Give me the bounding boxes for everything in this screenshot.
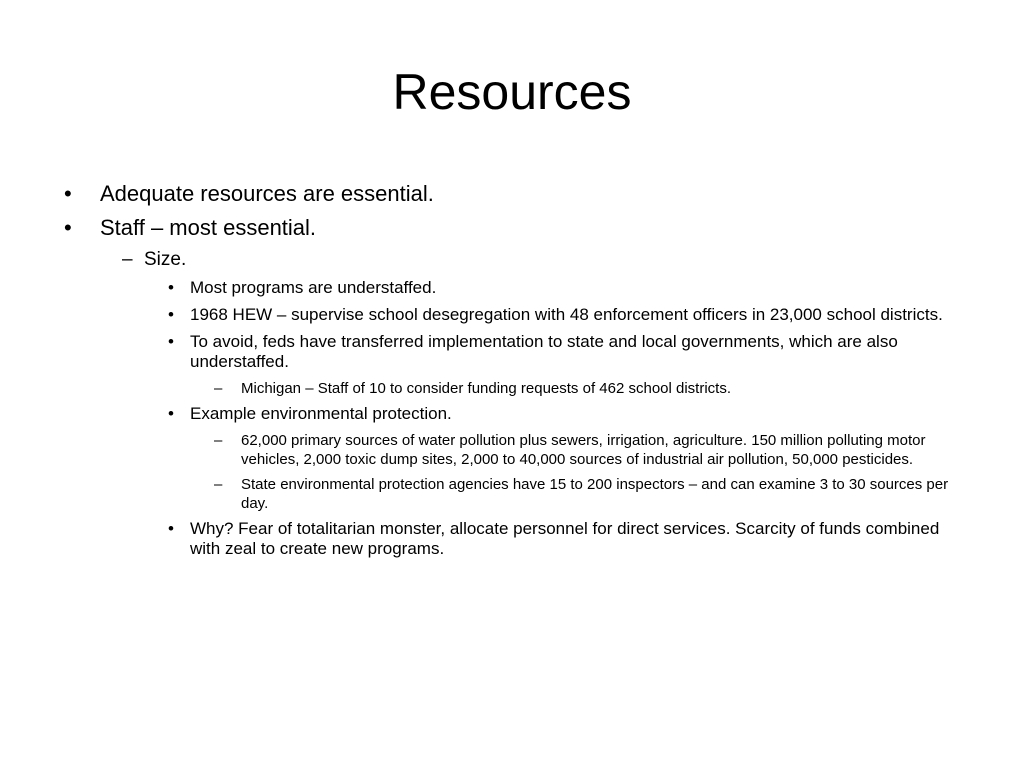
- bullet-item: [60, 214, 970, 242]
- bullet-text: 1968 HEW – supervise school desegregation with 48 enforcement officers in 23,000 school districts.: [190, 305, 943, 324]
- level4-bullet-item: [214, 475, 970, 513]
- bullet-marker: •: [64, 215, 72, 240]
- bullet-text: Size.: [144, 249, 187, 270]
- dash-marker: –: [214, 432, 223, 449]
- sub-sub-bullet-item: [166, 519, 970, 559]
- dash-marker: –: [122, 249, 133, 270]
- sub-sub-bullet-item: [166, 305, 970, 325]
- slide-body: [60, 180, 970, 566]
- bullet-text: Staff – most essential.: [100, 215, 317, 240]
- bullet-marker: •: [168, 519, 174, 538]
- bullet-text: State environmental protection agencies have 15 to 200 inspectors – and can examine 3 to 30 sources per day.: [241, 476, 949, 512]
- bullet-item: [60, 180, 970, 208]
- bullet-text: To avoid, feds have transferred implementation to state and local governments, which are also understaffed.: [190, 332, 898, 371]
- level4-bullet-item: [214, 379, 970, 398]
- level4-bullet-item: [214, 431, 970, 469]
- bullet-marker: •: [168, 278, 174, 297]
- bullet-text: Why? Fear of totalitarian monster, allocate personnel for direct services. Scarcity of funds combined with zeal to create new programs.: [190, 519, 940, 558]
- bullet-text: 62,000 primary sources of water pollution plus sewers, irrigation, agriculture. 150 million polluting motor vehicles, 2,000 toxic dump sites, 2,000 to 40,000 sources of industrial air pollution, 50,000 pesticides.: [241, 432, 926, 468]
- bullet-marker: •: [64, 181, 72, 206]
- bullet-marker: •: [168, 332, 174, 351]
- dash-marker: –: [214, 380, 223, 397]
- slide-title: Resources: [392, 64, 632, 120]
- bullet-text: Most programs are understaffed.: [190, 278, 437, 297]
- bullet-text: Example environmental protection.: [190, 404, 452, 423]
- sub-sub-bullet-item: [166, 278, 970, 298]
- bullet-marker: •: [168, 305, 174, 324]
- bullet-text: Adequate resources are essential.: [100, 181, 434, 206]
- sub-bullet-item: [122, 248, 970, 272]
- bullet-marker: •: [168, 404, 174, 423]
- sub-sub-bullet-item: [166, 404, 970, 424]
- dash-marker: –: [214, 476, 223, 493]
- sub-sub-bullet-item: [166, 332, 970, 372]
- bullet-text: Michigan – Staff of 10 to consider funding requests of 462 school districts.: [241, 380, 732, 397]
